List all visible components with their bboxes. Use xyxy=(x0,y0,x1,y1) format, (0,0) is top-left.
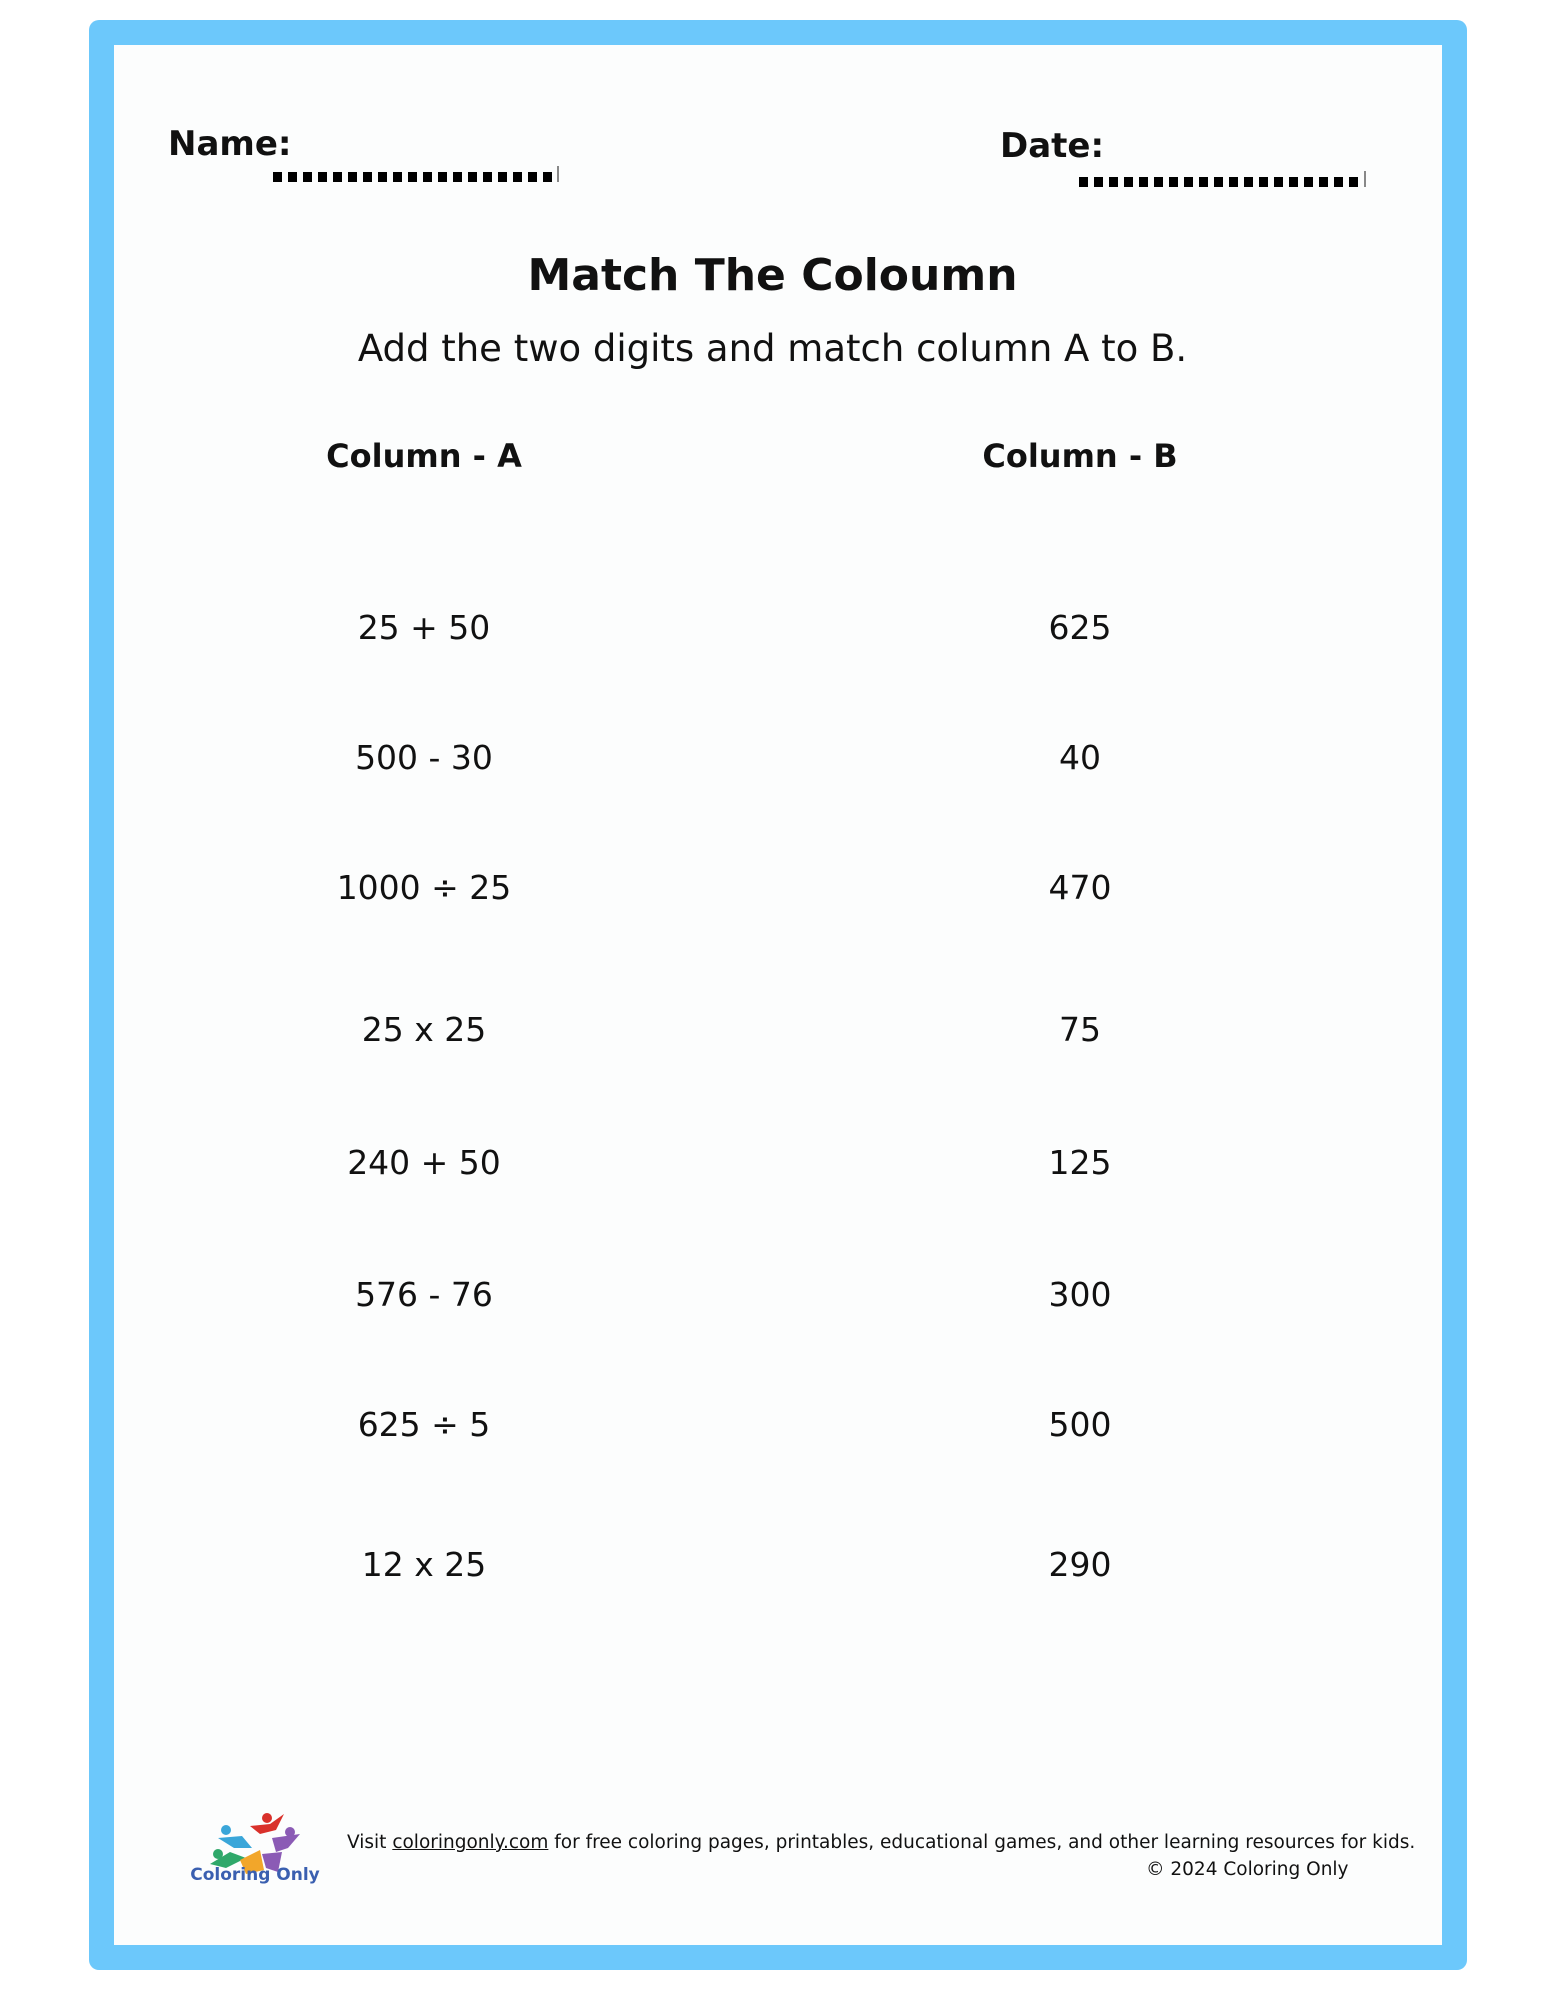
column-b-item: 625 xyxy=(1048,608,1112,647)
copyright-text: © 2024 Coloring Only xyxy=(1146,1859,1349,1880)
footer-visit-line xyxy=(0,1834,1545,1853)
column-a-item: 576 - 76 xyxy=(355,1275,493,1314)
column-b-heading: Column - B xyxy=(982,437,1178,475)
logo-text: Coloring Only xyxy=(190,1865,320,1885)
column-b-item: 300 xyxy=(1048,1275,1112,1314)
column-b-item: 40 xyxy=(1059,738,1101,777)
date-label: Date: xyxy=(1000,126,1105,166)
column-a-item: 1000 ÷ 25 xyxy=(336,868,512,907)
column-a-item: 12 x 25 xyxy=(361,1545,487,1584)
column-b-item: 470 xyxy=(1048,868,1112,907)
column-a-item: 240 + 50 xyxy=(347,1143,501,1182)
date-blank-line[interactable] xyxy=(1079,177,1364,187)
coloringonly-link[interactable]: coloringonly.com xyxy=(392,1832,549,1853)
column-b-item: 125 xyxy=(1048,1143,1112,1182)
page-title: Match The Coloumn xyxy=(527,250,1018,301)
instruction-text: Add the two digits and match column A to B. xyxy=(357,327,1188,370)
column-a-item: 625 ÷ 5 xyxy=(357,1405,491,1444)
column-b-item: 500 xyxy=(1048,1405,1112,1444)
name-blank-line[interactable] xyxy=(273,172,557,182)
column-a-item: 25 + 50 xyxy=(357,608,491,647)
column-a-item: 500 - 30 xyxy=(355,738,493,777)
name-label: Name: xyxy=(168,124,292,164)
footer-visit-suffix: for free coloring pages, printables, educational games, and other learning resources for kids. xyxy=(548,1832,1416,1853)
footer-visit-prefix: Visit xyxy=(347,1832,393,1853)
column-a-heading: Column - A xyxy=(326,437,522,475)
column-b-item: 290 xyxy=(1048,1545,1112,1584)
column-a-item: 25 x 25 xyxy=(361,1010,487,1049)
column-b-item: 75 xyxy=(1059,1010,1101,1049)
